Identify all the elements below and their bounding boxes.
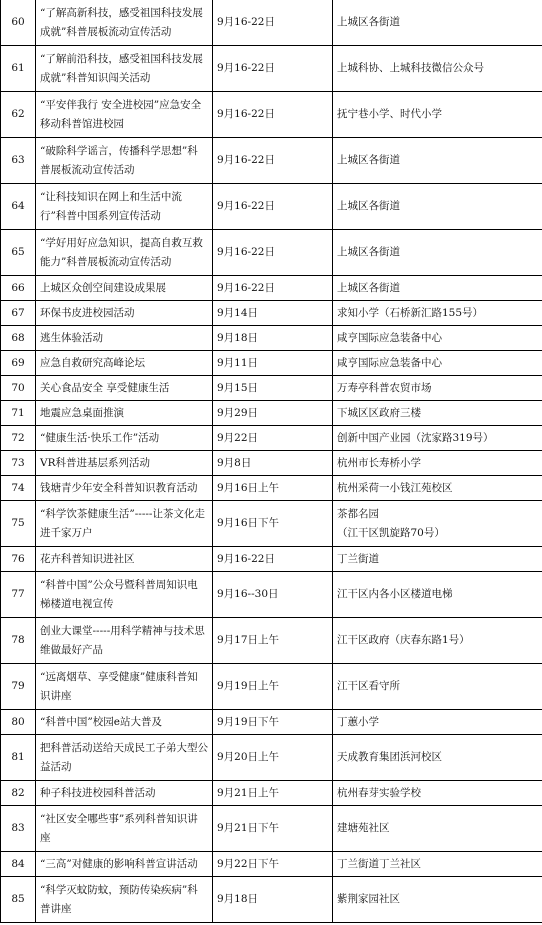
row-number: 74 [1, 476, 36, 501]
event-date: 9月16-22日 [213, 138, 333, 184]
event-place [333, 710, 542, 735]
event-place [333, 664, 542, 710]
event-place [333, 184, 542, 230]
row-number: 77 [1, 572, 36, 618]
event-place-line: 咸亨国际应急装备中心 [337, 356, 442, 369]
event-date: 9月16-22日 [213, 230, 333, 276]
table-row [1, 710, 542, 735]
event-name: “三高”对健康的影响科普宣讲活动 [36, 852, 213, 877]
event-name: “科学饮茶健康生活”-----让茶文化走进千家万户 [36, 501, 213, 547]
event-name: “学好用好应急知识，提高自救互救能力”科普展板流动宣传活动 [36, 230, 213, 276]
table-row [1, 46, 542, 92]
row-number: 81 [1, 735, 36, 781]
event-date: 9月16日上午 [213, 476, 333, 501]
table-row [1, 92, 542, 138]
event-place-line: 紫荆家园社区 [337, 893, 400, 905]
event-place [333, 781, 542, 806]
event-place-line: 丁兰街道 [337, 552, 379, 565]
table-row [1, 301, 542, 326]
event-name: “了解高新科技，感受祖国科技发展成就”科普展板流动宣传活动 [36, 0, 213, 46]
event-place-line: 天成教育集团浜河校区 [337, 751, 442, 763]
event-date: 9月16--30日 [213, 572, 333, 618]
event-place-line: 上城区各街道 [337, 246, 400, 258]
event-date: 9月20日上午 [213, 735, 333, 781]
event-place [333, 547, 542, 572]
event-place [333, 230, 542, 276]
event-name: “科学灭蚊防蚊，预防传染疾病”科普讲座 [36, 877, 213, 923]
row-number: 76 [1, 547, 36, 572]
event-date: 9月8日 [213, 451, 333, 476]
event-name: “破除科学谣言，传播科学思想”科普展板流动宣传活动 [36, 138, 213, 184]
event-place [333, 351, 542, 376]
event-date: 9月16-22日 [213, 184, 333, 230]
event-date: 9月19日下午 [213, 710, 333, 735]
table-row [1, 276, 542, 301]
event-place-line: 上城区各街道 [337, 16, 400, 28]
event-place-line: 江干区看守所 [337, 680, 400, 692]
event-date: 9月16日下午 [213, 501, 333, 547]
table-row [1, 230, 542, 276]
table-row [1, 326, 542, 351]
event-name: 种子科技进校园科普活动 [36, 781, 213, 806]
table-row [1, 451, 542, 476]
table-row [1, 138, 542, 184]
event-place-line: 江干区政府（庆春东路1号） [337, 634, 470, 646]
event-name: 应急自救研究高峰论坛 [36, 351, 213, 376]
table-row [1, 376, 542, 401]
event-name: “社区安全哪些事”系列科普知识讲座 [36, 806, 213, 852]
row-number: 80 [1, 710, 36, 735]
event-date: 9月15日 [213, 376, 333, 401]
table-row [1, 852, 542, 877]
event-place [333, 476, 542, 501]
event-place-line: 咸亨国际应急装备中心 [337, 331, 442, 344]
event-date: 9月11日 [213, 351, 333, 376]
event-place-line: 丁蕙小学 [337, 715, 379, 728]
event-place [333, 301, 542, 326]
event-name: “科普中国”公众号暨科普周知识电梯楼道电视宣传 [36, 572, 213, 618]
event-name: “远离烟草、享受健康”健康科普知识讲座 [36, 664, 213, 710]
table-row [1, 781, 542, 806]
row-number: 63 [1, 138, 36, 184]
event-name: “平安伴我行 安全进校园”应急安全移动科普馆进校园 [36, 92, 213, 138]
event-date: 9月14日 [213, 301, 333, 326]
event-place [333, 326, 542, 351]
event-place-line: 上城区各街道 [337, 281, 400, 294]
row-number: 71 [1, 401, 36, 426]
event-date: 9月18日 [213, 877, 333, 923]
event-place [333, 618, 542, 664]
row-number: 83 [1, 806, 36, 852]
row-number: 68 [1, 326, 36, 351]
row-number: 72 [1, 426, 36, 451]
event-date: 9月22日 [213, 426, 333, 451]
event-place [333, 426, 542, 451]
event-place [333, 572, 542, 618]
event-name: VR科普进基层系列活动 [36, 451, 213, 476]
event-date: 9月17日上午 [213, 618, 333, 664]
table-row [1, 426, 542, 451]
event-name: “让科技知识在网上和生活中流行”科普中国系列宣传活动 [36, 184, 213, 230]
event-place [333, 451, 542, 476]
row-number: 67 [1, 301, 36, 326]
event-date: 9月18日 [213, 326, 333, 351]
event-place-line: 江干区内各小区楼道电梯 [337, 588, 453, 600]
event-name: “科普中国”校园e站大普及 [36, 710, 213, 735]
event-place-line: 上城区各街道 [337, 154, 400, 166]
event-place-line: 茶都名园 [337, 507, 379, 520]
table-row [1, 351, 542, 376]
event-place [333, 46, 542, 92]
event-name: 地震应急桌面推演 [36, 401, 213, 426]
row-number: 60 [1, 0, 36, 46]
event-place-line: 抚宁巷小学、时代小学 [337, 108, 442, 120]
row-number: 84 [1, 852, 36, 877]
row-number: 82 [1, 781, 36, 806]
row-number: 69 [1, 351, 36, 376]
event-place-line: 杭州市长寿桥小学 [337, 456, 421, 469]
event-name: 环保书皮进校园活动 [36, 301, 213, 326]
row-number: 64 [1, 184, 36, 230]
event-place [333, 138, 542, 184]
event-date: 9月16-22日 [213, 0, 333, 46]
event-place [333, 0, 542, 46]
table-row [1, 401, 542, 426]
event-place [333, 92, 542, 138]
event-date: 9月16-22日 [213, 92, 333, 138]
table-row [1, 0, 542, 46]
table-row [1, 664, 542, 710]
table-row [1, 476, 542, 501]
row-number: 62 [1, 92, 36, 138]
row-number: 85 [1, 877, 36, 923]
event-name: 钱塘青少年安全科普知识教育活动 [36, 476, 213, 501]
row-number: 66 [1, 276, 36, 301]
table-row [1, 618, 542, 664]
table-row [1, 806, 542, 852]
event-date: 9月16-22日 [213, 547, 333, 572]
event-place-line: 杭州春芽实验学校 [337, 786, 421, 799]
event-date: 9月16-22日 [213, 46, 333, 92]
row-number: 75 [1, 501, 36, 547]
row-number: 70 [1, 376, 36, 401]
event-place [333, 852, 542, 877]
event-place [333, 877, 542, 923]
event-place-line: 创新中国产业园（沈家路319号） [337, 431, 494, 444]
row-number: 61 [1, 46, 36, 92]
event-place [333, 276, 542, 301]
table-row [1, 547, 542, 572]
table-row [1, 572, 542, 618]
event-name: 关心食品安全 享受健康生活 [36, 376, 213, 401]
event-place-line: 杭州采荷一小钱江苑校区 [337, 481, 453, 494]
event-place-line: 求知小学（石桥新汇路155号） [337, 306, 484, 319]
table-row [1, 877, 542, 923]
event-place [333, 735, 542, 781]
event-place-line: 建塘苑社区 [337, 822, 390, 834]
event-place-line: （江干区凯旋路70号） [337, 526, 445, 539]
event-date: 9月19日上午 [213, 664, 333, 710]
row-number: 79 [1, 664, 36, 710]
row-number: 78 [1, 618, 36, 664]
event-name: 把科普活动送给天成民工子弟大型公益活动 [36, 735, 213, 781]
event-date: 9月29日 [213, 401, 333, 426]
row-number: 65 [1, 230, 36, 276]
event-place-line: 下城区区政府三楼 [337, 406, 421, 419]
event-date: 9月22日下午 [213, 852, 333, 877]
event-place [333, 376, 542, 401]
event-place-line: 丁兰街道丁兰社区 [337, 857, 421, 870]
event-place [333, 806, 542, 852]
row-number: 73 [1, 451, 36, 476]
event-place-line: 上城科协、上城科技微信公众号 [337, 62, 484, 74]
event-place-line: 上城区各街道 [337, 200, 400, 212]
event-name: “了解前沿科技，感受祖国科技发展成就”科普知识闯关活动 [36, 46, 213, 92]
table-body [1, 0, 542, 923]
event-name: 上城区众创空间建设成果展 [36, 276, 213, 301]
table-row [1, 735, 542, 781]
event-name: “健康生活·快乐工作”活动 [36, 426, 213, 451]
event-name: 创业大课堂-----用科学精神与技术思维做最好产品 [36, 618, 213, 664]
event-date: 9月21日上午 [213, 781, 333, 806]
event-name: 花卉科普知识进社区 [36, 547, 213, 572]
table-row [1, 501, 542, 547]
table-row [1, 184, 542, 230]
event-date: 9月16-22日 [213, 276, 333, 301]
event-place-line: 万寿亭科普农贸市场 [337, 381, 432, 394]
event-place [333, 401, 542, 426]
event-place [333, 501, 542, 547]
event-name: 逃生体验活动 [36, 326, 213, 351]
event-date: 9月21日下午 [213, 806, 333, 852]
